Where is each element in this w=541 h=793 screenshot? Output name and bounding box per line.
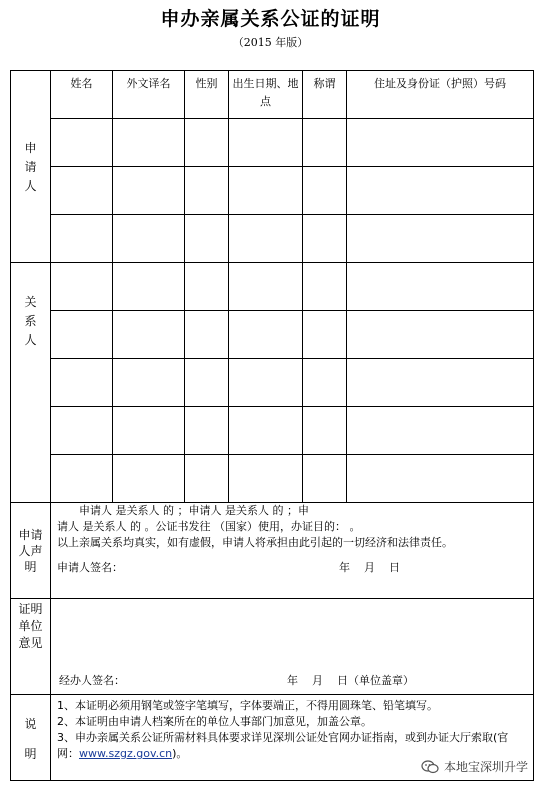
applicant-title-cell[interactable] [303, 215, 347, 263]
certifier-date: 年 月 日（单位盖章） [287, 674, 414, 687]
relative-foreign-name-cell[interactable] [113, 407, 185, 455]
header-row [11, 71, 534, 119]
relative-title-cell[interactable] [303, 407, 347, 455]
relative-title-cell[interactable] [303, 455, 347, 503]
header-relation-title: 称谓 [303, 71, 347, 119]
relative-row [11, 455, 534, 503]
handler-signature-label: 经办人签名： [59, 674, 125, 687]
relative-gender-cell[interactable] [185, 455, 229, 503]
relative-gender-cell[interactable] [185, 407, 229, 455]
applicant-gender-cell[interactable] [185, 167, 229, 215]
relative-birth-cell[interactable] [229, 311, 303, 359]
relative-name-cell[interactable] [51, 455, 113, 503]
declaration-date: 年 月 日 [339, 561, 400, 574]
relative-address-cell[interactable] [347, 311, 534, 359]
applicant-gender-cell[interactable] [185, 119, 229, 167]
applicant-birth-cell[interactable] [229, 215, 303, 263]
applicant-row [11, 215, 534, 263]
declaration-content[interactable] [51, 503, 534, 599]
relative-foreign-name-cell[interactable] [113, 455, 185, 503]
relative-foreign-name-cell[interactable] [113, 263, 185, 311]
notes-section-label: 说明 [11, 695, 51, 781]
relative-address-cell[interactable] [347, 407, 534, 455]
relative-row [11, 359, 534, 407]
header-address-id: 住址及身份证（护照）号码 [347, 71, 534, 119]
header-birth-date-place: 出生日期、地点 [229, 71, 303, 119]
certifier-content[interactable] [51, 599, 534, 695]
relative-name-cell[interactable] [51, 407, 113, 455]
watermark [418, 756, 531, 777]
document-title: 申办亲属关系公证的证明 [160, 8, 381, 30]
certifier-row [11, 599, 534, 695]
certifier-sign-line [59, 672, 414, 688]
relative-name-cell[interactable] [51, 359, 113, 407]
applicant-signature-label: 申请人签名： [57, 561, 123, 574]
relative-row [11, 407, 534, 455]
applicant-name-cell[interactable] [51, 119, 113, 167]
header-name: 姓名 [51, 71, 113, 119]
applicant-birth-cell[interactable] [229, 167, 303, 215]
applicant-name-cell[interactable] [51, 167, 113, 215]
relative-name-cell[interactable] [51, 263, 113, 311]
declaration-line-1: 申请人 是关系人 的 ；申请人 是关系人 的 ；申 [79, 504, 309, 517]
header-gender: 性别 [185, 71, 229, 119]
note-item-3-text: 3、申办亲属关系公证所需材料具体要求详见深圳公证处官网办证指南，或到办证大厅索取(官网： [57, 731, 509, 760]
relative-address-cell[interactable] [347, 455, 534, 503]
declaration-line-3: 以上亲属关系均真实，如有虚假，申请人将承担由此引起的一切经济和法律责任。 [57, 536, 453, 549]
relative-title-cell[interactable] [303, 359, 347, 407]
note-item-1: 1、本证明必须用钢笔或签字笔填写，字体要端正，不得用圆珠笔、铅笔填写。 [57, 699, 438, 712]
certifier-section-label: 证明单位意见 [11, 599, 51, 695]
relative-address-cell[interactable] [347, 263, 534, 311]
header-foreign-name: 外文译名 [113, 71, 185, 119]
applicant-foreign-name-cell[interactable] [113, 119, 185, 167]
relative-birth-cell[interactable] [229, 455, 303, 503]
relative-title-cell[interactable] [303, 311, 347, 359]
applicant-title-cell[interactable] [303, 119, 347, 167]
relationship-form-table [10, 70, 534, 781]
relative-address-cell[interactable] [347, 359, 534, 407]
wechat-icon [421, 760, 439, 774]
relative-birth-cell[interactable] [229, 359, 303, 407]
relative-gender-cell[interactable] [185, 311, 229, 359]
relative-name-cell[interactable] [51, 311, 113, 359]
watermark-text: 本地宝深圳升学 [443, 760, 528, 774]
relative-row [11, 311, 534, 359]
relative-gender-cell[interactable] [185, 263, 229, 311]
note-item-2: 2、本证明由申请人档案所在的单位人事部门加意见，加盖公章。 [57, 715, 372, 728]
relative-foreign-name-cell[interactable] [113, 311, 185, 359]
relative-birth-cell[interactable] [229, 407, 303, 455]
applicant-row [11, 167, 534, 215]
applicant-section-label: 申请人 [11, 71, 51, 263]
applicant-gender-cell[interactable] [185, 215, 229, 263]
note-item-3-end: )。 [172, 747, 188, 760]
relative-birth-cell[interactable] [229, 263, 303, 311]
relative-section-label: 关系人 [11, 263, 51, 503]
applicant-title-cell[interactable] [303, 167, 347, 215]
applicant-foreign-name-cell[interactable] [113, 167, 185, 215]
relative-gender-cell[interactable] [185, 359, 229, 407]
document-subtitle: （2015 年版） [232, 36, 309, 49]
applicant-address-cell[interactable] [347, 167, 534, 215]
declaration-sign-row [57, 560, 527, 576]
official-site-link[interactable]: www.szgz.gov.cn [79, 747, 173, 760]
declaration-line-2: 请人 是关系人 的 。公证书发往 （国家）使用，办证目的： 。 [57, 520, 361, 533]
relative-row [11, 263, 534, 311]
applicant-birth-cell[interactable] [229, 119, 303, 167]
applicant-foreign-name-cell[interactable] [113, 215, 185, 263]
relative-foreign-name-cell[interactable] [113, 359, 185, 407]
declaration-row [11, 503, 534, 599]
applicant-address-cell[interactable] [347, 215, 534, 263]
declaration-section-label: 申请人声明 [11, 503, 51, 599]
applicant-address-cell[interactable] [347, 119, 534, 167]
applicant-name-cell[interactable] [51, 215, 113, 263]
relative-title-cell[interactable] [303, 263, 347, 311]
applicant-row [11, 119, 534, 167]
